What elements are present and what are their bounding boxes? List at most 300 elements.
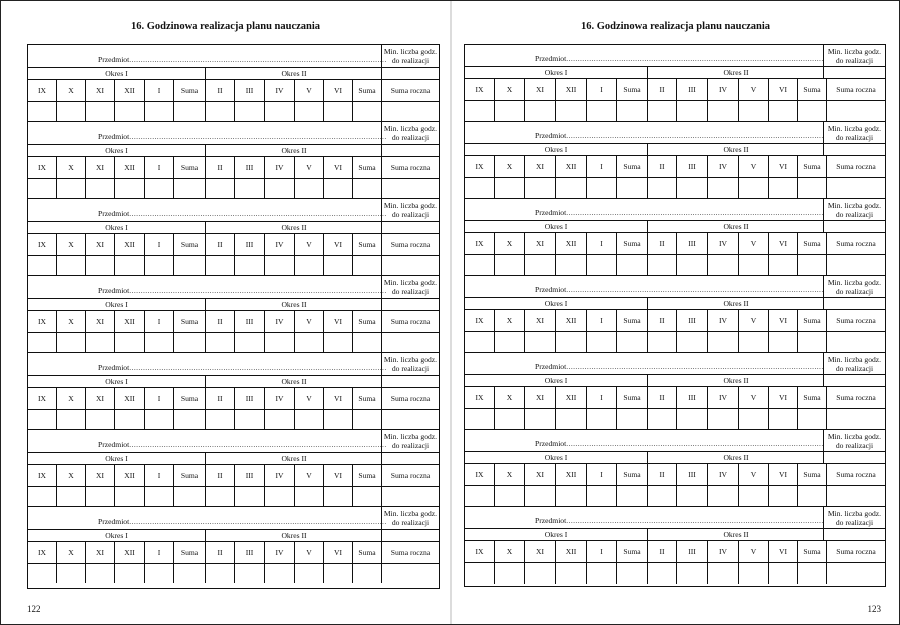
hours-cell[interactable]: [295, 487, 324, 506]
hours-cell[interactable]: [295, 256, 324, 275]
hours-cell[interactable]: [115, 333, 145, 352]
min-hours-field[interactable]: [382, 376, 439, 387]
hours-cell[interactable]: [86, 102, 115, 121]
hours-cell[interactable]: [235, 256, 265, 275]
hours-cell[interactable]: [495, 332, 525, 353]
subject-field[interactable]: [28, 122, 387, 144]
min-hours-line2: do realizacji: [391, 364, 430, 373]
hours-cell[interactable]: [324, 179, 353, 198]
hours-cell[interactable]: [525, 101, 556, 122]
hours-cell[interactable]: [495, 101, 525, 122]
hours-cell[interactable]: [769, 255, 798, 276]
month-header: Suma: [798, 79, 827, 100]
month-header: XII: [556, 387, 587, 408]
hours-cell[interactable]: [382, 564, 439, 583]
hours-cell[interactable]: [28, 410, 57, 429]
hours-cell[interactable]: [353, 333, 382, 352]
hours-cell[interactable]: [206, 102, 235, 121]
hours-cell[interactable]: [145, 333, 174, 352]
period-1-header: Okres I: [465, 144, 648, 155]
subject-field[interactable]: [465, 276, 824, 297]
month-header: II: [206, 542, 235, 563]
month-header: Suma roczna: [390, 471, 431, 480]
month-header: XI: [86, 542, 115, 563]
hours-cell[interactable]: [587, 101, 617, 122]
period-2-header: Okres II: [723, 68, 749, 77]
hours-cell[interactable]: [677, 178, 708, 199]
subject-field[interactable]: [28, 199, 387, 221]
min-hours-line1: Min. liczba godz.: [383, 47, 438, 56]
hours-cell[interactable]: [617, 101, 648, 122]
hours-cell[interactable]: [235, 102, 265, 121]
month-header: II: [206, 388, 235, 409]
min-hours-field[interactable]: [382, 530, 439, 541]
hours-cell[interactable]: [525, 409, 556, 430]
month-header: III: [235, 157, 265, 178]
subject-row: [28, 122, 439, 145]
min-hours-field[interactable]: [824, 221, 885, 232]
hours-cell[interactable]: [235, 333, 265, 352]
min-hours-field[interactable]: [382, 453, 439, 464]
month-header-row: [465, 79, 885, 101]
hours-cell[interactable]: [324, 256, 353, 275]
hours-cell[interactable]: [235, 179, 265, 198]
min-hours-field[interactable]: [824, 529, 885, 540]
hours-cell[interactable]: [382, 179, 439, 198]
hours-cell[interactable]: [324, 102, 353, 121]
hours-cell[interactable]: [495, 255, 525, 276]
hours-cell[interactable]: [465, 255, 495, 276]
hours-cell[interactable]: [174, 333, 206, 352]
month-header: X: [57, 80, 86, 101]
hours-cell[interactable]: [739, 178, 769, 199]
month-header: Suma roczna: [390, 317, 431, 326]
hours-cell[interactable]: [739, 255, 769, 276]
hours-cell[interactable]: [145, 410, 174, 429]
hours-cell[interactable]: [465, 409, 495, 430]
hours-cell[interactable]: [525, 486, 556, 507]
hours-cell[interactable]: [265, 333, 295, 352]
month-header: VI: [324, 157, 353, 178]
hours-row: [28, 410, 439, 429]
month-header: IV: [708, 156, 739, 177]
hours-cell[interactable]: [739, 563, 769, 584]
hours-cell[interactable]: [739, 486, 769, 507]
month-header: Suma roczna: [836, 162, 876, 171]
subject-field[interactable]: [465, 507, 824, 528]
hours-cell[interactable]: [265, 179, 295, 198]
min-hours-field[interactable]: [824, 67, 885, 78]
hours-cell[interactable]: [145, 256, 174, 275]
period-row: [28, 453, 439, 465]
hours-cell[interactable]: [353, 179, 382, 198]
hours-cell[interactable]: [382, 410, 439, 429]
hours-cell[interactable]: [495, 563, 525, 584]
hours-cell[interactable]: [465, 332, 495, 353]
hours-cell[interactable]: [115, 256, 145, 275]
hours-cell[interactable]: [465, 486, 495, 507]
hours-cell[interactable]: [708, 563, 739, 584]
hours-cell[interactable]: [86, 487, 115, 506]
hours-cell[interactable]: [324, 410, 353, 429]
subject-field[interactable]: [28, 276, 387, 298]
hours-cell[interactable]: [324, 564, 353, 583]
subject-dots: ................................................................................................................: [566, 54, 824, 63]
month-header-row: [465, 464, 885, 486]
hours-cell[interactable]: [495, 409, 525, 430]
hours-cell[interactable]: [206, 410, 235, 429]
hours-cell[interactable]: [617, 409, 648, 430]
hours-cell[interactable]: [235, 410, 265, 429]
month-header: Suma: [174, 80, 206, 101]
min-hours-line1: Min. liczba godz.: [383, 509, 438, 518]
hours-cell[interactable]: [798, 332, 827, 353]
hours-cell[interactable]: [174, 410, 206, 429]
hours-cell[interactable]: [265, 564, 295, 583]
hours-cell[interactable]: [798, 486, 827, 507]
hours-cell[interactable]: [827, 563, 885, 584]
hours-row: [465, 101, 885, 122]
hours-cell[interactable]: [206, 256, 235, 275]
month-header: VI: [324, 465, 353, 486]
hours-cell[interactable]: [206, 564, 235, 583]
hours-cell[interactable]: [57, 487, 86, 506]
month-header: V: [739, 387, 769, 408]
month-header: VI: [324, 80, 353, 101]
month-header: III: [677, 387, 708, 408]
hours-cell[interactable]: [145, 564, 174, 583]
hours-cell[interactable]: [265, 102, 295, 121]
month-header: Suma: [617, 156, 648, 177]
hours-cell[interactable]: [495, 178, 525, 199]
hours-cell[interactable]: [827, 255, 885, 276]
min-hours-field[interactable]: [382, 299, 439, 310]
hours-cell[interactable]: [525, 178, 556, 199]
hours-cell[interactable]: [617, 332, 648, 353]
hours-cell[interactable]: [145, 179, 174, 198]
hours-cell[interactable]: [145, 102, 174, 121]
month-header: XII: [556, 310, 587, 331]
hours-cell[interactable]: [827, 332, 885, 353]
hours-cell[interactable]: [525, 255, 556, 276]
hours-cell[interactable]: [382, 102, 439, 121]
period-row: [28, 530, 439, 542]
hours-cell[interactable]: [206, 487, 235, 506]
min-hours-field[interactable]: [824, 298, 885, 309]
hours-cell[interactable]: [648, 255, 677, 276]
hours-cell[interactable]: [708, 101, 739, 122]
min-hours-line2: do realizacji: [835, 363, 874, 373]
hours-cell[interactable]: [556, 486, 587, 507]
subject-row: [28, 276, 439, 299]
hours-cell[interactable]: [28, 102, 57, 121]
hours-cell[interactable]: [353, 256, 382, 275]
hours-cell[interactable]: [295, 564, 324, 583]
hours-cell[interactable]: [115, 487, 145, 506]
hours-cell[interactable]: [798, 409, 827, 430]
hours-cell[interactable]: [465, 563, 495, 584]
hours-cell[interactable]: [769, 332, 798, 353]
period-1-header: Okres I: [465, 221, 648, 232]
month-header: XII: [115, 542, 145, 563]
hours-cell[interactable]: [556, 563, 587, 584]
hours-cell[interactable]: [324, 333, 353, 352]
subject-field[interactable]: [28, 353, 387, 375]
subject-label: Przedmiot: [535, 54, 567, 63]
hours-cell[interactable]: [648, 409, 677, 430]
period-split: [465, 221, 824, 232]
hours-cell[interactable]: [556, 101, 587, 122]
hours-cell[interactable]: [324, 487, 353, 506]
period-row: [465, 144, 885, 156]
hours-cell[interactable]: [86, 256, 115, 275]
hours-cell[interactable]: [206, 179, 235, 198]
month-header: IV: [708, 387, 739, 408]
hours-cell[interactable]: [587, 486, 617, 507]
period-split: [465, 67, 824, 78]
month-header: VI: [324, 234, 353, 255]
hours-cell[interactable]: [648, 178, 677, 199]
hours-cell[interactable]: [174, 487, 206, 506]
hours-cell[interactable]: [587, 563, 617, 584]
period-split: [465, 375, 824, 386]
month-header: V: [739, 79, 769, 100]
hours-cell[interactable]: [677, 409, 708, 430]
period-1-header: Okres I: [28, 299, 206, 310]
hours-cell[interactable]: [206, 333, 235, 352]
hours-cell[interactable]: [827, 486, 885, 507]
hours-row: [28, 179, 439, 198]
hours-cell[interactable]: [382, 333, 439, 352]
hours-cell[interactable]: [827, 101, 885, 122]
hours-cell[interactable]: [677, 332, 708, 353]
hours-cell[interactable]: [556, 178, 587, 199]
hours-cell[interactable]: [86, 564, 115, 583]
hours-cell[interactable]: [86, 333, 115, 352]
hours-cell[interactable]: [525, 563, 556, 584]
min-hours-line2: do realizacji: [835, 517, 874, 527]
min-hours-field[interactable]: [382, 145, 439, 156]
subject-field[interactable]: [28, 45, 387, 67]
hours-cell[interactable]: [295, 102, 324, 121]
month-header: Suma roczna: [836, 239, 876, 248]
hours-cell[interactable]: [798, 255, 827, 276]
hours-cell[interactable]: [86, 179, 115, 198]
subject-field[interactable]: [465, 353, 824, 374]
month-header: XII: [556, 156, 587, 177]
hours-cell[interactable]: [769, 486, 798, 507]
subject-label: Przedmiot: [535, 362, 567, 371]
subject-field[interactable]: [465, 122, 824, 143]
subject-field[interactable]: [465, 430, 824, 451]
hours-cell[interactable]: [708, 332, 739, 353]
hours-cell[interactable]: [28, 179, 57, 198]
month-header: XII: [556, 79, 587, 100]
hours-cell[interactable]: [174, 256, 206, 275]
hours-cell[interactable]: [739, 332, 769, 353]
hours-cell[interactable]: [28, 564, 57, 583]
hours-cell[interactable]: [525, 332, 556, 353]
subject-field[interactable]: [28, 507, 387, 529]
hours-cell[interactable]: [769, 101, 798, 122]
month-header: X: [495, 156, 525, 177]
hours-cell[interactable]: [57, 256, 86, 275]
hours-cell[interactable]: [353, 410, 382, 429]
hours-cell[interactable]: [708, 255, 739, 276]
subject-dots: ................................................................................................................: [129, 286, 387, 295]
period-1-header: Okres I: [28, 145, 206, 156]
hours-cell[interactable]: [587, 409, 617, 430]
hours-cell[interactable]: [677, 563, 708, 584]
hours-cell[interactable]: [353, 102, 382, 121]
hours-cell[interactable]: [382, 256, 439, 275]
hours-cell[interactable]: [617, 255, 648, 276]
hours-cell[interactable]: [28, 487, 57, 506]
hours-cell[interactable]: [57, 564, 86, 583]
hours-cell[interactable]: [648, 332, 677, 353]
hours-cell[interactable]: [798, 563, 827, 584]
month-header: VI: [324, 311, 353, 332]
hours-cell[interactable]: [353, 564, 382, 583]
hours-cell[interactable]: [769, 409, 798, 430]
month-header: I: [587, 79, 617, 100]
hours-cell[interactable]: [556, 409, 587, 430]
hours-cell[interactable]: [495, 486, 525, 507]
hours-cell[interactable]: [353, 487, 382, 506]
hours-cell[interactable]: [769, 563, 798, 584]
hours-cell[interactable]: [556, 332, 587, 353]
min-hours-header: [824, 276, 885, 297]
hours-cell[interactable]: [648, 486, 677, 507]
hours-cell[interactable]: [465, 101, 495, 122]
month-header: IX: [28, 542, 57, 563]
hours-cell[interactable]: [677, 101, 708, 122]
subject-field[interactable]: [28, 430, 387, 452]
hours-cell[interactable]: [587, 178, 617, 199]
month-header: Suma: [798, 541, 827, 562]
min-hours-field[interactable]: [824, 375, 885, 386]
month-header-row: [28, 157, 439, 179]
month-header: Suma roczna: [390, 240, 431, 249]
month-header-row: [465, 387, 885, 409]
subject-dots: ................................................................................................................: [566, 285, 824, 294]
hours-cell[interactable]: [798, 101, 827, 122]
subject-field[interactable]: [465, 199, 824, 220]
hours-cell[interactable]: [617, 178, 648, 199]
hours-cell[interactable]: [115, 102, 145, 121]
hours-cell[interactable]: [265, 410, 295, 429]
hours-cell[interactable]: [827, 178, 885, 199]
period-split: [465, 529, 824, 540]
subject-dots: ................................................................................................................: [566, 362, 824, 371]
month-header-row: [28, 80, 439, 102]
subject-dots: ................................................................................................................: [129, 132, 387, 141]
hours-cell[interactable]: [677, 486, 708, 507]
hours-cell[interactable]: [295, 179, 324, 198]
hours-cell[interactable]: [465, 178, 495, 199]
hours-cell[interactable]: [739, 409, 769, 430]
hours-cell[interactable]: [174, 564, 206, 583]
month-header: III: [677, 541, 708, 562]
hours-cell[interactable]: [174, 179, 206, 198]
min-hours-field[interactable]: [382, 68, 439, 79]
subject-label: Przedmiot: [535, 439, 567, 448]
hours-cell[interactable]: [617, 563, 648, 584]
subject-block: [28, 199, 439, 276]
month-header: VI: [769, 464, 798, 485]
hours-cell[interactable]: [827, 409, 885, 430]
hours-cell[interactable]: [115, 564, 145, 583]
hours-cell[interactable]: [677, 255, 708, 276]
period-split: [28, 376, 382, 387]
hours-cell[interactable]: [708, 409, 739, 430]
subject-block: [465, 276, 885, 353]
hours-cell[interactable]: [235, 564, 265, 583]
hours-cell[interactable]: [708, 178, 739, 199]
period-row: [465, 529, 885, 541]
hours-cell[interactable]: [115, 410, 145, 429]
hours-cell[interactable]: [265, 256, 295, 275]
hours-cell[interactable]: [587, 332, 617, 353]
hours-cell[interactable]: [86, 410, 115, 429]
hours-cell[interactable]: [708, 486, 739, 507]
hours-cell[interactable]: [265, 487, 295, 506]
hours-cell[interactable]: [382, 487, 439, 506]
month-header: I: [587, 310, 617, 331]
period-row: [465, 375, 885, 387]
hours-cell[interactable]: [57, 410, 86, 429]
hours-cell[interactable]: [57, 102, 86, 121]
min-hours-field[interactable]: [382, 222, 439, 233]
hours-cell[interactable]: [28, 333, 57, 352]
subject-block: [465, 353, 885, 430]
min-hours-field[interactable]: [824, 452, 885, 463]
hours-cell[interactable]: [587, 255, 617, 276]
month-header: IX: [28, 465, 57, 486]
hours-cell[interactable]: [617, 486, 648, 507]
month-header: Suma roczna: [390, 163, 431, 172]
hours-cell[interactable]: [556, 255, 587, 276]
month-header: I: [145, 80, 174, 101]
month-header: II: [206, 465, 235, 486]
hours-row: [465, 178, 885, 199]
month-header: III: [235, 388, 265, 409]
hours-cell[interactable]: [28, 256, 57, 275]
hours-cell[interactable]: [295, 410, 324, 429]
hours-cell[interactable]: [57, 333, 86, 352]
min-hours-field[interactable]: [824, 144, 885, 155]
hours-cell[interactable]: [739, 101, 769, 122]
hours-cell[interactable]: [648, 563, 677, 584]
month-header: IX: [465, 464, 495, 485]
hours-cell[interactable]: [174, 102, 206, 121]
hours-cell[interactable]: [235, 487, 265, 506]
month-header: XI: [86, 80, 115, 101]
subject-block: [28, 122, 439, 199]
min-hours-header: [824, 122, 885, 143]
hours-cell[interactable]: [769, 178, 798, 199]
hours-row: [28, 487, 439, 506]
hours-cell[interactable]: [648, 101, 677, 122]
hours-cell[interactable]: [145, 487, 174, 506]
hours-cell[interactable]: [295, 333, 324, 352]
subject-field[interactable]: [465, 45, 824, 66]
month-header: V: [295, 542, 324, 563]
hours-cell[interactable]: [115, 179, 145, 198]
period-split: [28, 68, 382, 79]
hours-cell[interactable]: [57, 179, 86, 198]
hours-cell[interactable]: [798, 178, 827, 199]
